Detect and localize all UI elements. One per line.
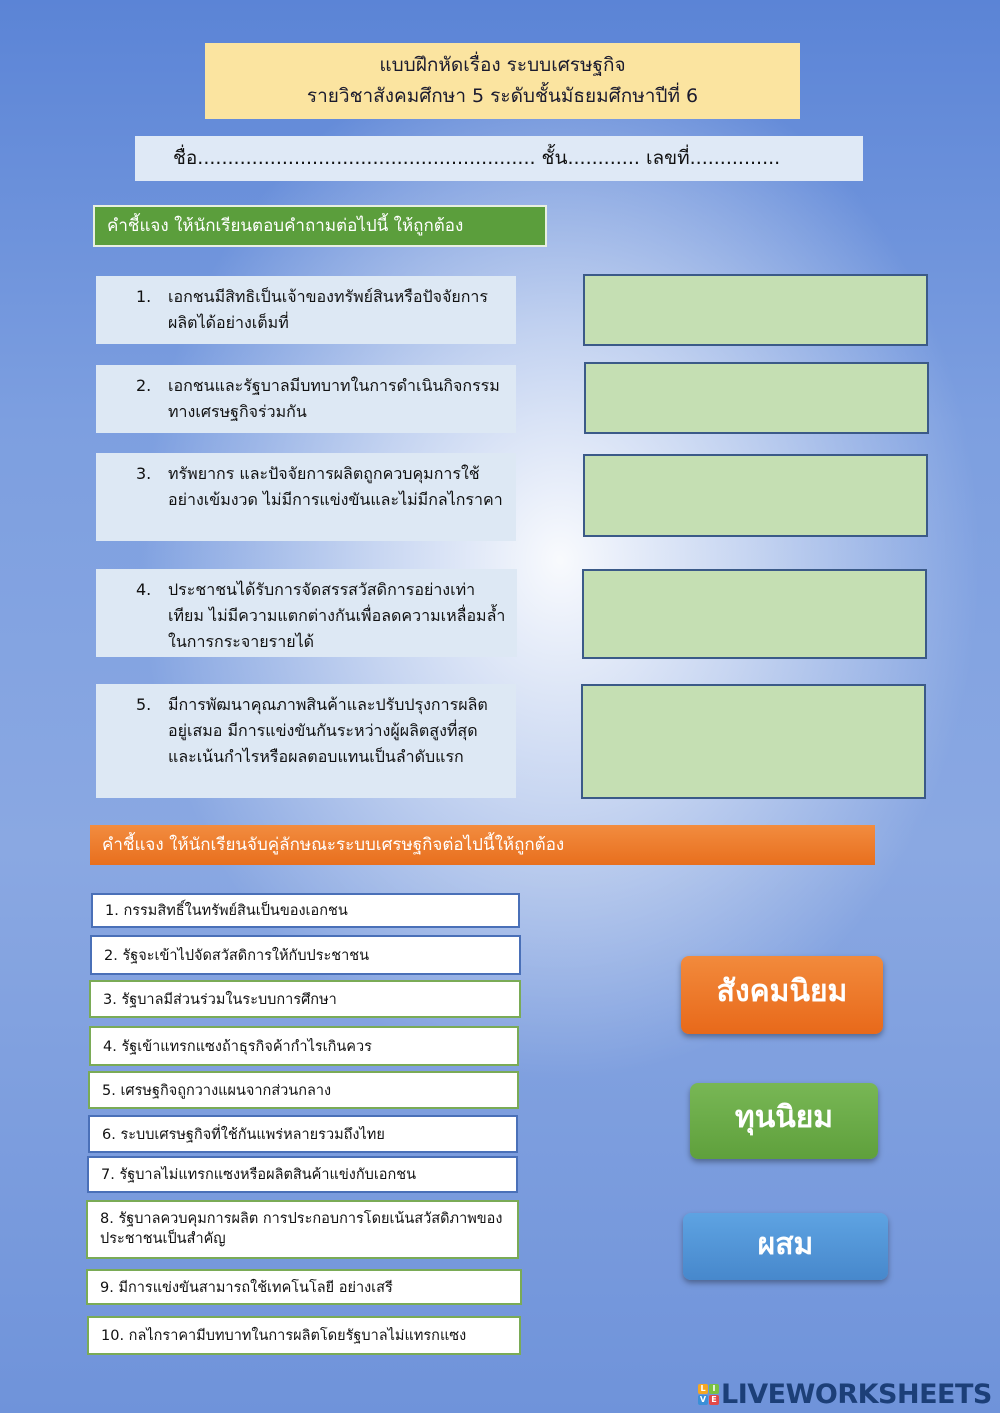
liveworksheets-logo: [698, 1378, 992, 1410]
match-item-8[interactable]: 8. รัฐบาลควบคุมการผลิต การประกอบการโดยเน้นสวัสดิภาพของประชาชนเป็นสำคัญ: [86, 1200, 519, 1259]
category-capitalism-button[interactable]: ทุนนิยม: [690, 1083, 878, 1159]
logo-text: LIVEWORKSHEETS: [721, 1378, 992, 1410]
question-text: เอกชนและรัฐบาลมีบทบาทในการดำเนินกิจกรรมทางเศรษฐกิจร่วมกัน: [168, 376, 500, 421]
question-5: [96, 684, 516, 798]
title-line-2: รายวิชาสังคมศึกษา 5 ระดับชั้นมัธยมศึกษาปีที่ 6: [306, 85, 699, 107]
question-4: [96, 569, 517, 657]
question-number: 4.: [136, 580, 152, 599]
question-3: [96, 453, 516, 541]
title-line-1: แบบฝึกหัดเรื่อง ระบบเศรษฐกิจ: [379, 54, 626, 76]
question-1: [96, 276, 516, 344]
answer-box-3[interactable]: [583, 454, 928, 537]
question-text: เอกชนมีสิทธิเป็นเจ้าของทรัพย์สินหรือปัจจัยการผลิตได้อย่างเต็มที่: [168, 287, 488, 332]
answer-box-5[interactable]: [581, 684, 926, 799]
match-item-4[interactable]: 4. รัฐเข้าแทรกแซงถ้าธุรกิจค้ากำไรเกินควร: [89, 1026, 519, 1066]
category-mixed-button[interactable]: ผสม: [683, 1213, 888, 1280]
section1-instruction: คำชี้แจง ให้นักเรียนตอบคำถามต่อไปนี้ ให้ถูกต้อง: [93, 205, 547, 247]
question-2: [96, 365, 516, 433]
match-item-6[interactable]: 6. ระบบเศรษฐกิจที่ใช้กันแพร่หลายรวมถึงไทย: [88, 1115, 518, 1153]
answer-box-2[interactable]: [584, 362, 929, 434]
answer-box-4[interactable]: [582, 569, 927, 659]
category-socialism-button[interactable]: สังคมนิยม: [681, 956, 883, 1034]
question-number: 1.: [136, 287, 152, 306]
question-text: มีการพัฒนาคุณภาพสินค้าและปรับปรุงการผลิตอยู่เสมอ มีการแข่งขันกันระหว่างผู้ผลิตสูงที่สุด และเน้นกำไรหรือผลตอบแทนเป็นลำดับแรก: [168, 695, 488, 766]
question-number: 5.: [136, 695, 152, 714]
question-number: 2.: [136, 376, 152, 395]
worksheet-title: [205, 43, 800, 119]
section2-instruction: คำชี้แจง ให้นักเรียนจับคู่ลักษณะระบบเศรษฐกิจต่อไปนี้ให้ถูกต้อง: [90, 825, 875, 865]
question-text: ประชาชนได้รับการจัดสรรสวัสดิการอย่างเท่าเทียม ไม่มีความแตกต่างกันเพื่อลดความเหลื่อมล้ำในการกระจายรายได้: [168, 580, 506, 651]
student-info-bar: ชื่อ........................................................ ชั้น............ เลขที่...............: [135, 136, 863, 181]
match-item-7[interactable]: 7. รัฐบาลไม่แทรกแซงหรือผลิตสินค้าแข่งกับเอกชน: [87, 1156, 518, 1193]
match-item-3[interactable]: 3. รัฐบาลมีส่วนร่วมในระบบการศึกษา: [89, 980, 521, 1018]
match-item-1[interactable]: 1. กรรมสิทธิ์ในทรัพย์สินเป็นของเอกชน: [91, 893, 520, 928]
live-logo-icon: L I V E: [698, 1384, 719, 1405]
match-item-5[interactable]: 5. เศรษฐกิจถูกวางแผนจากส่วนกลาง: [88, 1071, 519, 1109]
question-number: 3.: [136, 464, 152, 483]
match-item-9[interactable]: 9. มีการแข่งขันสามารถใช้เทคโนโลยี อย่างเสรี: [86, 1269, 522, 1305]
question-text: ทรัพยากร และปัจจัยการผลิตถูกควบคุมการใช้อย่างเข้มงวด ไม่มีการแข่งขันและไม่มีกลไกราคา: [168, 464, 503, 509]
answer-box-1[interactable]: [583, 274, 928, 346]
match-item-10[interactable]: 10. กลไกราคามีบทบาทในการผลิตโดยรัฐบาลไม่แทรกแซง: [87, 1316, 521, 1355]
match-item-2[interactable]: 2. รัฐจะเข้าไปจัดสวัสดิการให้กับประชาชน: [90, 935, 521, 975]
